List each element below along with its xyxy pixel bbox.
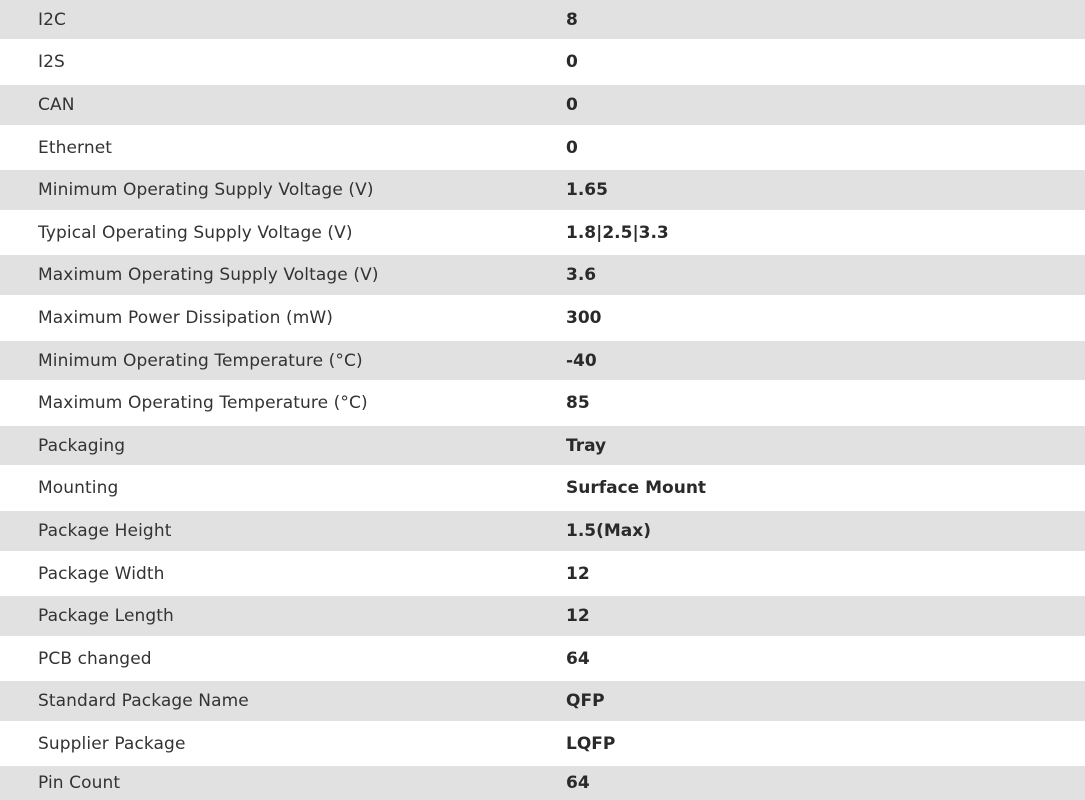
spec-value: 8 bbox=[566, 9, 578, 30]
spec-value: -40 bbox=[566, 350, 597, 371]
spec-value: 64 bbox=[566, 773, 590, 793]
spec-label: Standard Package Name bbox=[38, 691, 249, 711]
spec-row-packaging bbox=[0, 426, 1085, 465]
spec-label: I2C bbox=[38, 9, 66, 30]
spec-label: PCB changed bbox=[38, 648, 152, 669]
spec-row-typ-supply-voltage bbox=[0, 210, 1085, 255]
spec-row-mounting bbox=[0, 465, 1085, 511]
spec-label: Maximum Operating Supply Voltage (V) bbox=[38, 265, 379, 285]
spec-value: 300 bbox=[566, 308, 602, 328]
spec-label: Pin Count bbox=[38, 773, 121, 793]
spec-value: 64 bbox=[566, 648, 590, 669]
spec-row-ethernet bbox=[0, 125, 1085, 170]
spec-label: Maximum Operating Temperature (°C) bbox=[38, 393, 368, 413]
spec-label: Packaging bbox=[38, 435, 126, 456]
spec-row-can bbox=[0, 85, 1085, 125]
spec-row-standard-package-name bbox=[0, 681, 1085, 721]
spec-value: 3.6 bbox=[566, 265, 597, 285]
spec-value: 0 bbox=[566, 95, 578, 115]
spec-label: CAN bbox=[38, 95, 75, 115]
spec-value: LQFP bbox=[566, 733, 616, 754]
spec-value: Surface Mount bbox=[566, 478, 707, 498]
spec-row-pin-count bbox=[0, 766, 1085, 800]
spec-label: Typical Operating Supply Voltage (V) bbox=[38, 222, 353, 243]
spec-label: Ethernet bbox=[38, 137, 113, 158]
spec-row-package-length bbox=[0, 596, 1085, 636]
spec-label: Package Width bbox=[38, 563, 165, 584]
spec-row-max-supply-voltage bbox=[0, 255, 1085, 295]
spec-label: Package Height bbox=[38, 521, 172, 541]
spec-value: 0 bbox=[566, 137, 578, 158]
spec-value: 1.5(Max) bbox=[566, 521, 652, 541]
spec-value: 0 bbox=[566, 52, 578, 72]
spec-row-package-width bbox=[0, 551, 1085, 596]
spec-row-pcb-changed bbox=[0, 636, 1085, 681]
spec-label: I2S bbox=[38, 52, 65, 72]
spec-label: Minimum Operating Supply Voltage (V) bbox=[38, 180, 374, 200]
spec-value: Tray bbox=[566, 435, 607, 456]
spec-label: Supplier Package bbox=[38, 733, 186, 754]
spec-value: 12 bbox=[566, 606, 590, 626]
spec-row-max-power bbox=[0, 295, 1085, 341]
spec-label: Package Length bbox=[38, 606, 174, 626]
spec-row-i2s bbox=[0, 39, 1085, 85]
spec-row-i2c bbox=[0, 0, 1085, 39]
spec-value: 12 bbox=[566, 563, 590, 584]
spec-value: 85 bbox=[566, 393, 590, 413]
spec-value: QFP bbox=[566, 691, 605, 711]
spec-row-min-supply-voltage bbox=[0, 170, 1085, 210]
spec-row-package-height bbox=[0, 511, 1085, 551]
spec-row-supplier-package bbox=[0, 721, 1085, 766]
spec-row-min-temp bbox=[0, 341, 1085, 380]
spec-row-max-temp bbox=[0, 380, 1085, 426]
spec-label: Mounting bbox=[38, 478, 119, 498]
spec-label: Maximum Power Dissipation (mW) bbox=[38, 308, 334, 328]
spec-label: Minimum Operating Temperature (°C) bbox=[38, 350, 363, 371]
spec-value: 1.65 bbox=[566, 180, 608, 200]
spec-value: 1.8|2.5|3.3 bbox=[566, 222, 669, 243]
